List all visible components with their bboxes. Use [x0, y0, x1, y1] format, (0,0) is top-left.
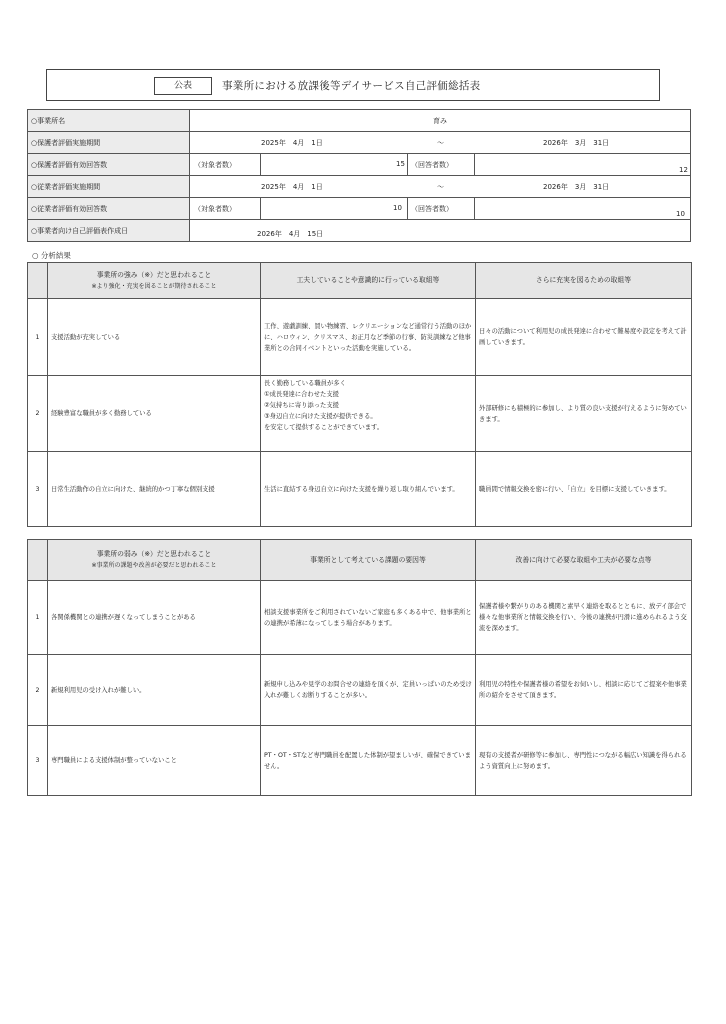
effort-line: を安定して提供することができています。 — [264, 424, 384, 431]
strength-item: 日常生活動作の自立に向けた、継続的かつ丁寧な個別支援 — [48, 452, 261, 527]
strengths-header-title: 事業所の強み（※）だと思われること — [96, 270, 212, 279]
divider — [474, 198, 475, 219]
weakness-item: 専門職員による支援体制が整っていないこと — [48, 726, 261, 796]
weakness-cause: 新規申し込みや見学のお問合せの連絡を頂くが、定員いっぱいのため受け入れが難しくお断りすることが多い。 — [261, 655, 476, 726]
strengths-header-c2: 工夫していることや意識的に行っている取組等 — [261, 263, 476, 299]
row-no: 3 — [28, 452, 48, 527]
table-row — [28, 581, 692, 655]
staff-resp-count: 10 — [676, 210, 685, 218]
effort-line: 長く勤務している職員が多く — [264, 380, 346, 387]
weakness-cause: 相談支援事業所をご利用されていないご家庭も多くある中で、他事業所との連携が希薄になってしまう場合があります。 — [261, 581, 476, 655]
strengths-header-sub: ※より強化・充実を図ることが期待されること — [91, 282, 217, 290]
staff-period-cell — [190, 176, 691, 198]
strength-next: 外部研修にも積極的に参加し、より質の良い支援が行えるように努めていきます。 — [476, 376, 692, 452]
effort-line: ②気持ちに寄り添った支援 — [264, 402, 339, 409]
strength-item: 支援活動が充実している — [48, 299, 261, 376]
public-tag: 公表 — [154, 77, 212, 95]
office-name-value: 育み — [190, 110, 691, 132]
weaknesses-header-c2: 事業所として考えている課題の要因等 — [261, 540, 476, 581]
guardian-resp-count: 12 — [679, 166, 688, 174]
period-tilde: ～ — [437, 183, 444, 191]
guardian-resp-cell — [190, 154, 691, 176]
weaknesses-header-sub: ※事業所の課題や改善が必要だと思われること — [91, 562, 217, 569]
strengths-table — [27, 262, 692, 527]
period-tilde: ～ — [437, 139, 444, 147]
staff-target-count: 10 — [393, 204, 402, 212]
table-row — [28, 299, 692, 376]
weaknesses-header-title: 事業所の弱み（※）だと思われること — [96, 550, 212, 558]
table-row — [28, 376, 692, 452]
divider — [407, 198, 408, 219]
strength-effort — [261, 376, 476, 452]
weakness-item: 新規利用児の受け入れが難しい。 — [48, 655, 261, 726]
divider — [407, 154, 408, 175]
divider — [260, 198, 261, 219]
table-row — [28, 452, 692, 527]
analysis-label: ○ 分析結果 — [32, 251, 71, 260]
staff-end-date: 2026年 3月 31日 — [543, 183, 610, 191]
staff-resp-cell — [190, 198, 691, 220]
guardian-end-date: 2026年 3月 31日 — [543, 139, 610, 147]
guardian-target-count: 15 — [396, 160, 405, 168]
divider — [260, 154, 261, 175]
weaknesses-table — [27, 539, 692, 796]
strength-next: 職員間で情報交換を密に行い、「自立」を目標に支援していきます。 — [476, 452, 692, 527]
created-cell — [190, 220, 691, 242]
weaknesses-header-c3: 改善に向けて必要な取組や工夫が必要な点等 — [476, 540, 692, 581]
staff-target-label: （対象者数） — [194, 205, 236, 213]
guardian-resp-label: ○保護者評価有効回答数 — [28, 154, 190, 176]
weakness-improvement: 保護者様や繋がりのある機関と素早く連絡を取るとともに、放デイ部会で様々な他事業所と情報交換を行い、今後の連携が円滑に進められるよう交流を深めます。 — [476, 581, 692, 655]
strength-effort: 工作、遊戯訓練、買い物練習、レクリエーションなど通常行う活動のほかに、ハロウィン、クリスマス、お正月など季節の行事、防災訓練など他事業所との合同イベントといった活動を実施している。 — [261, 299, 476, 376]
guardian-resp-count-label: （回答者数） — [411, 161, 453, 169]
strength-effort: 生活に直結する身辺自立に向けた支援を繰り返し取り組んでいます。 — [261, 452, 476, 527]
weakness-improvement: 利用児の特性や保護者様の希望をお伺いし、相談に応じてご提案や他事業所の紹介をさせて頂きます。 — [476, 655, 692, 726]
strength-next: 日々の活動について利用児の成長発達に合わせて難易度や設定を考えて計画していきます。 — [476, 299, 692, 376]
staff-start-date: 2025年 4月 1日 — [261, 183, 323, 191]
weakness-cause: PT・OT・STなど専門職員を配置した体制が望ましいが、確保できていません。 — [261, 726, 476, 796]
table-row — [28, 726, 692, 796]
weaknesses-header-c1 — [48, 540, 261, 581]
effort-line: ③身辺自立に向けた支援が提供できる。 — [264, 413, 377, 420]
info-table — [27, 109, 691, 242]
strengths-header-c3: さらに充実を図るための取組等 — [476, 263, 692, 299]
effort-line: ①成長発達に合わせた支援 — [264, 391, 339, 398]
header-no — [28, 263, 48, 299]
created-date: 2026年 4月 15日 — [257, 230, 324, 238]
guardian-period-label: ○保護者評価実施期間 — [28, 132, 190, 154]
weakness-improvement: 現有の支援者が研修等に参加し、専門性につながる幅広い知識を得られるよう資質向上に努めます。 — [476, 726, 692, 796]
strengths-header-c1 — [48, 263, 261, 299]
page-title: 事業所における放課後等デイサービス自己評価総括表 — [222, 80, 481, 92]
created-label: ○事業者向け自己評価表作成日 — [28, 220, 190, 242]
header-no — [28, 540, 48, 581]
staff-resp-label: ○従業者評価有効回答数 — [28, 198, 190, 220]
row-no: 1 — [28, 581, 48, 655]
row-no: 2 — [28, 655, 48, 726]
row-no: 3 — [28, 726, 48, 796]
guardian-target-label: （対象者数） — [194, 161, 236, 169]
row-no: 1 — [28, 299, 48, 376]
row-no: 2 — [28, 376, 48, 452]
guardian-period-cell — [190, 132, 691, 154]
staff-period-label: ○従業者評価実施期間 — [28, 176, 190, 198]
strength-item: 経験豊富な職員が多く勤務している — [48, 376, 261, 452]
divider — [474, 154, 475, 175]
weakness-item: 各関係機関との連携が遅くなってしまうことがある — [48, 581, 261, 655]
staff-resp-count-label: （回答者数） — [411, 205, 453, 213]
table-row — [28, 655, 692, 726]
office-name-label: ○事業所名 — [28, 110, 190, 132]
guardian-start-date: 2025年 4月 1日 — [261, 139, 323, 147]
